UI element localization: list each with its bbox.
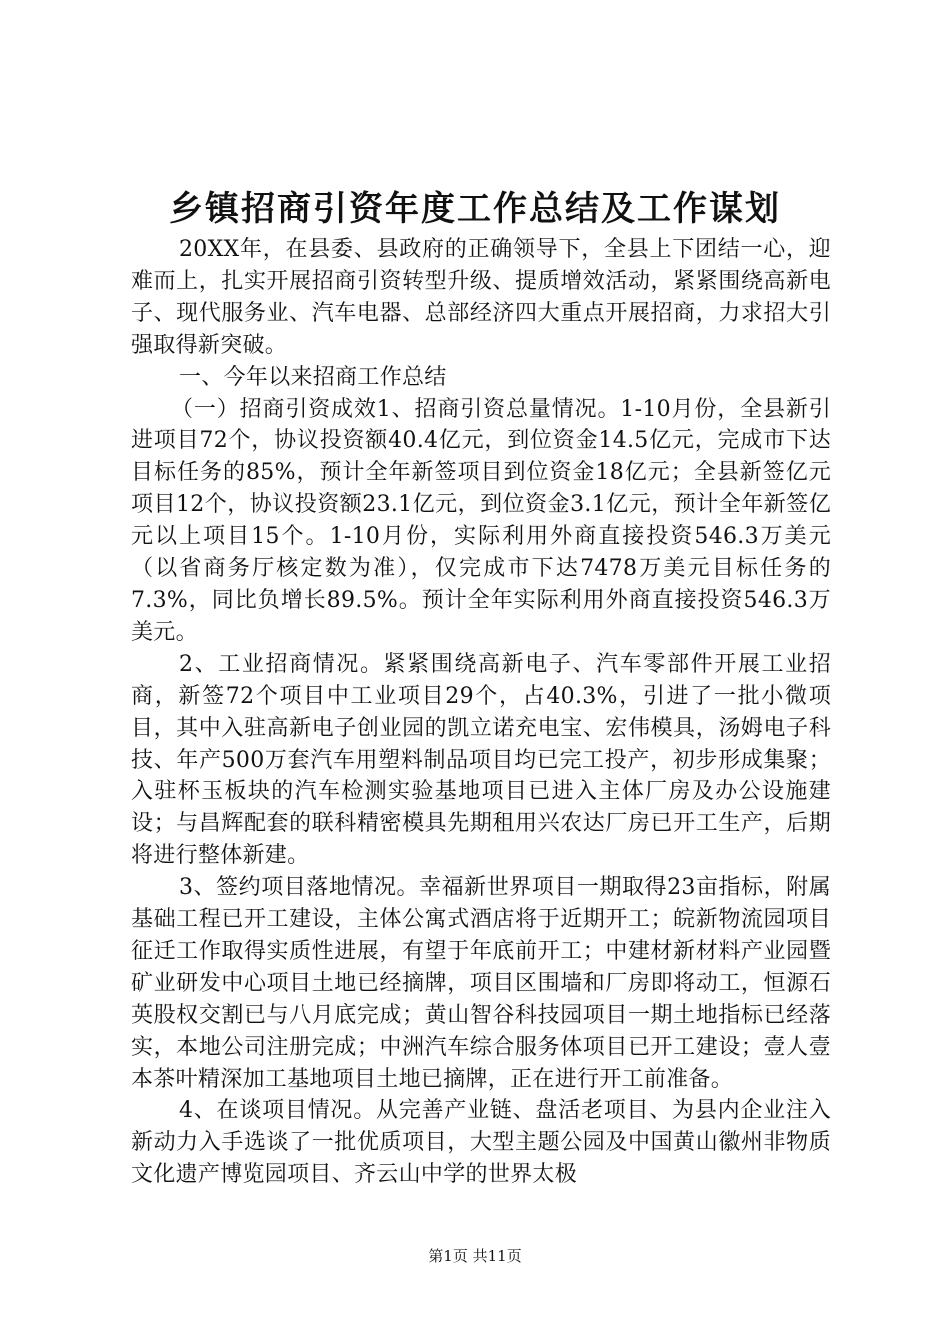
paragraph-signed-projects: 3、签约项目落地情况。幸福新世界项目一期取得23亩指标，附属基础工程已开工建设，主体公寓式酒店将于近期开工；皖新物流园项目征迁工作取得实质性进展，有望于年底前开工；中建材新材料产业园暨矿业研发中心项目土地已经摘牌，项目区围墙和厂房即将动工，恒源石英股权交割已与八月底完成；黄山智谷科技园项目一期土地指标已经落实，本地公司注册完成；中洲汽车综合服务体项目已开工建设；壹人壹本茶叶精深加工基地项目土地已摘牌，正在进行开工前准备。 xyxy=(131,875,831,1092)
page-footer: 第1页 共11页 xyxy=(428,1247,522,1265)
paragraph-investment-results: （一）招商引资成效1、招商引资总量情况。1-10月份，全县新引进项目72个，协议投资额40.4亿元，到位资金14.5亿元，完成市下达目标任务的85%，预计全年新签项目到位资金18亿元；全县新签亿元项目12个，协议投资额23.1亿元，到位资金3.1亿元，预计全年新签亿元以上项目15个。1-10月份，实际利用外商直接投资546.3万美元（以省商务厅核定数为准），仅完成市下达7478万美元目标任务的7.3%，同比负增长89.5%。预计全年实际利用外商直接投资546.3万美元。 xyxy=(131,396,831,645)
document-title: 乡镇招商引资年度工作总结及工作谋划 xyxy=(169,189,781,229)
section-heading: 一、今年以来招商工作总结 xyxy=(179,364,447,390)
paragraph-industrial-investment: 2、工业招商情况。紧紧围绕高新电子、汽车零部件开展工业招商，新签72个项目中工业项目29个，占40.3%，引进了一批小微项目，其中入驻高新电子创业园的凯立诺充电宝、宏伟模具，汤姆电子科技、年产500万套汽车用塑料制品项目均已完工投产，初步形成集聚；入驻杯玉板块的汽车检测实验基地项目已进入主体厂房及办公设施建设；与昌辉配套的联科精密模具先期租用兴农达厂房已开工生产，后期将进行整体新建。 xyxy=(131,651,831,869)
paragraph-projects-under-negotiation: 4、在谈项目情况。从完善产业链、盘活老项目、为县内企业注入新动力入手选谈了一批优质项目，大型主题公园及中国黄山徽州非物质文化遗产博览园项目、齐云山中学的世界太极 xyxy=(131,1098,831,1188)
paragraph-intro: 20XX年，在县委、县政府的正确领导下，全县上下团结一心，迎难而上，扎实开展招商引资转型升级、提质增效活动，紧紧围绕高新电子、现代服务业、汽车电器、总部经济四大重点开展招商，力求招大引强取得新突破。 xyxy=(131,237,831,358)
document-body xyxy=(131,234,831,1191)
